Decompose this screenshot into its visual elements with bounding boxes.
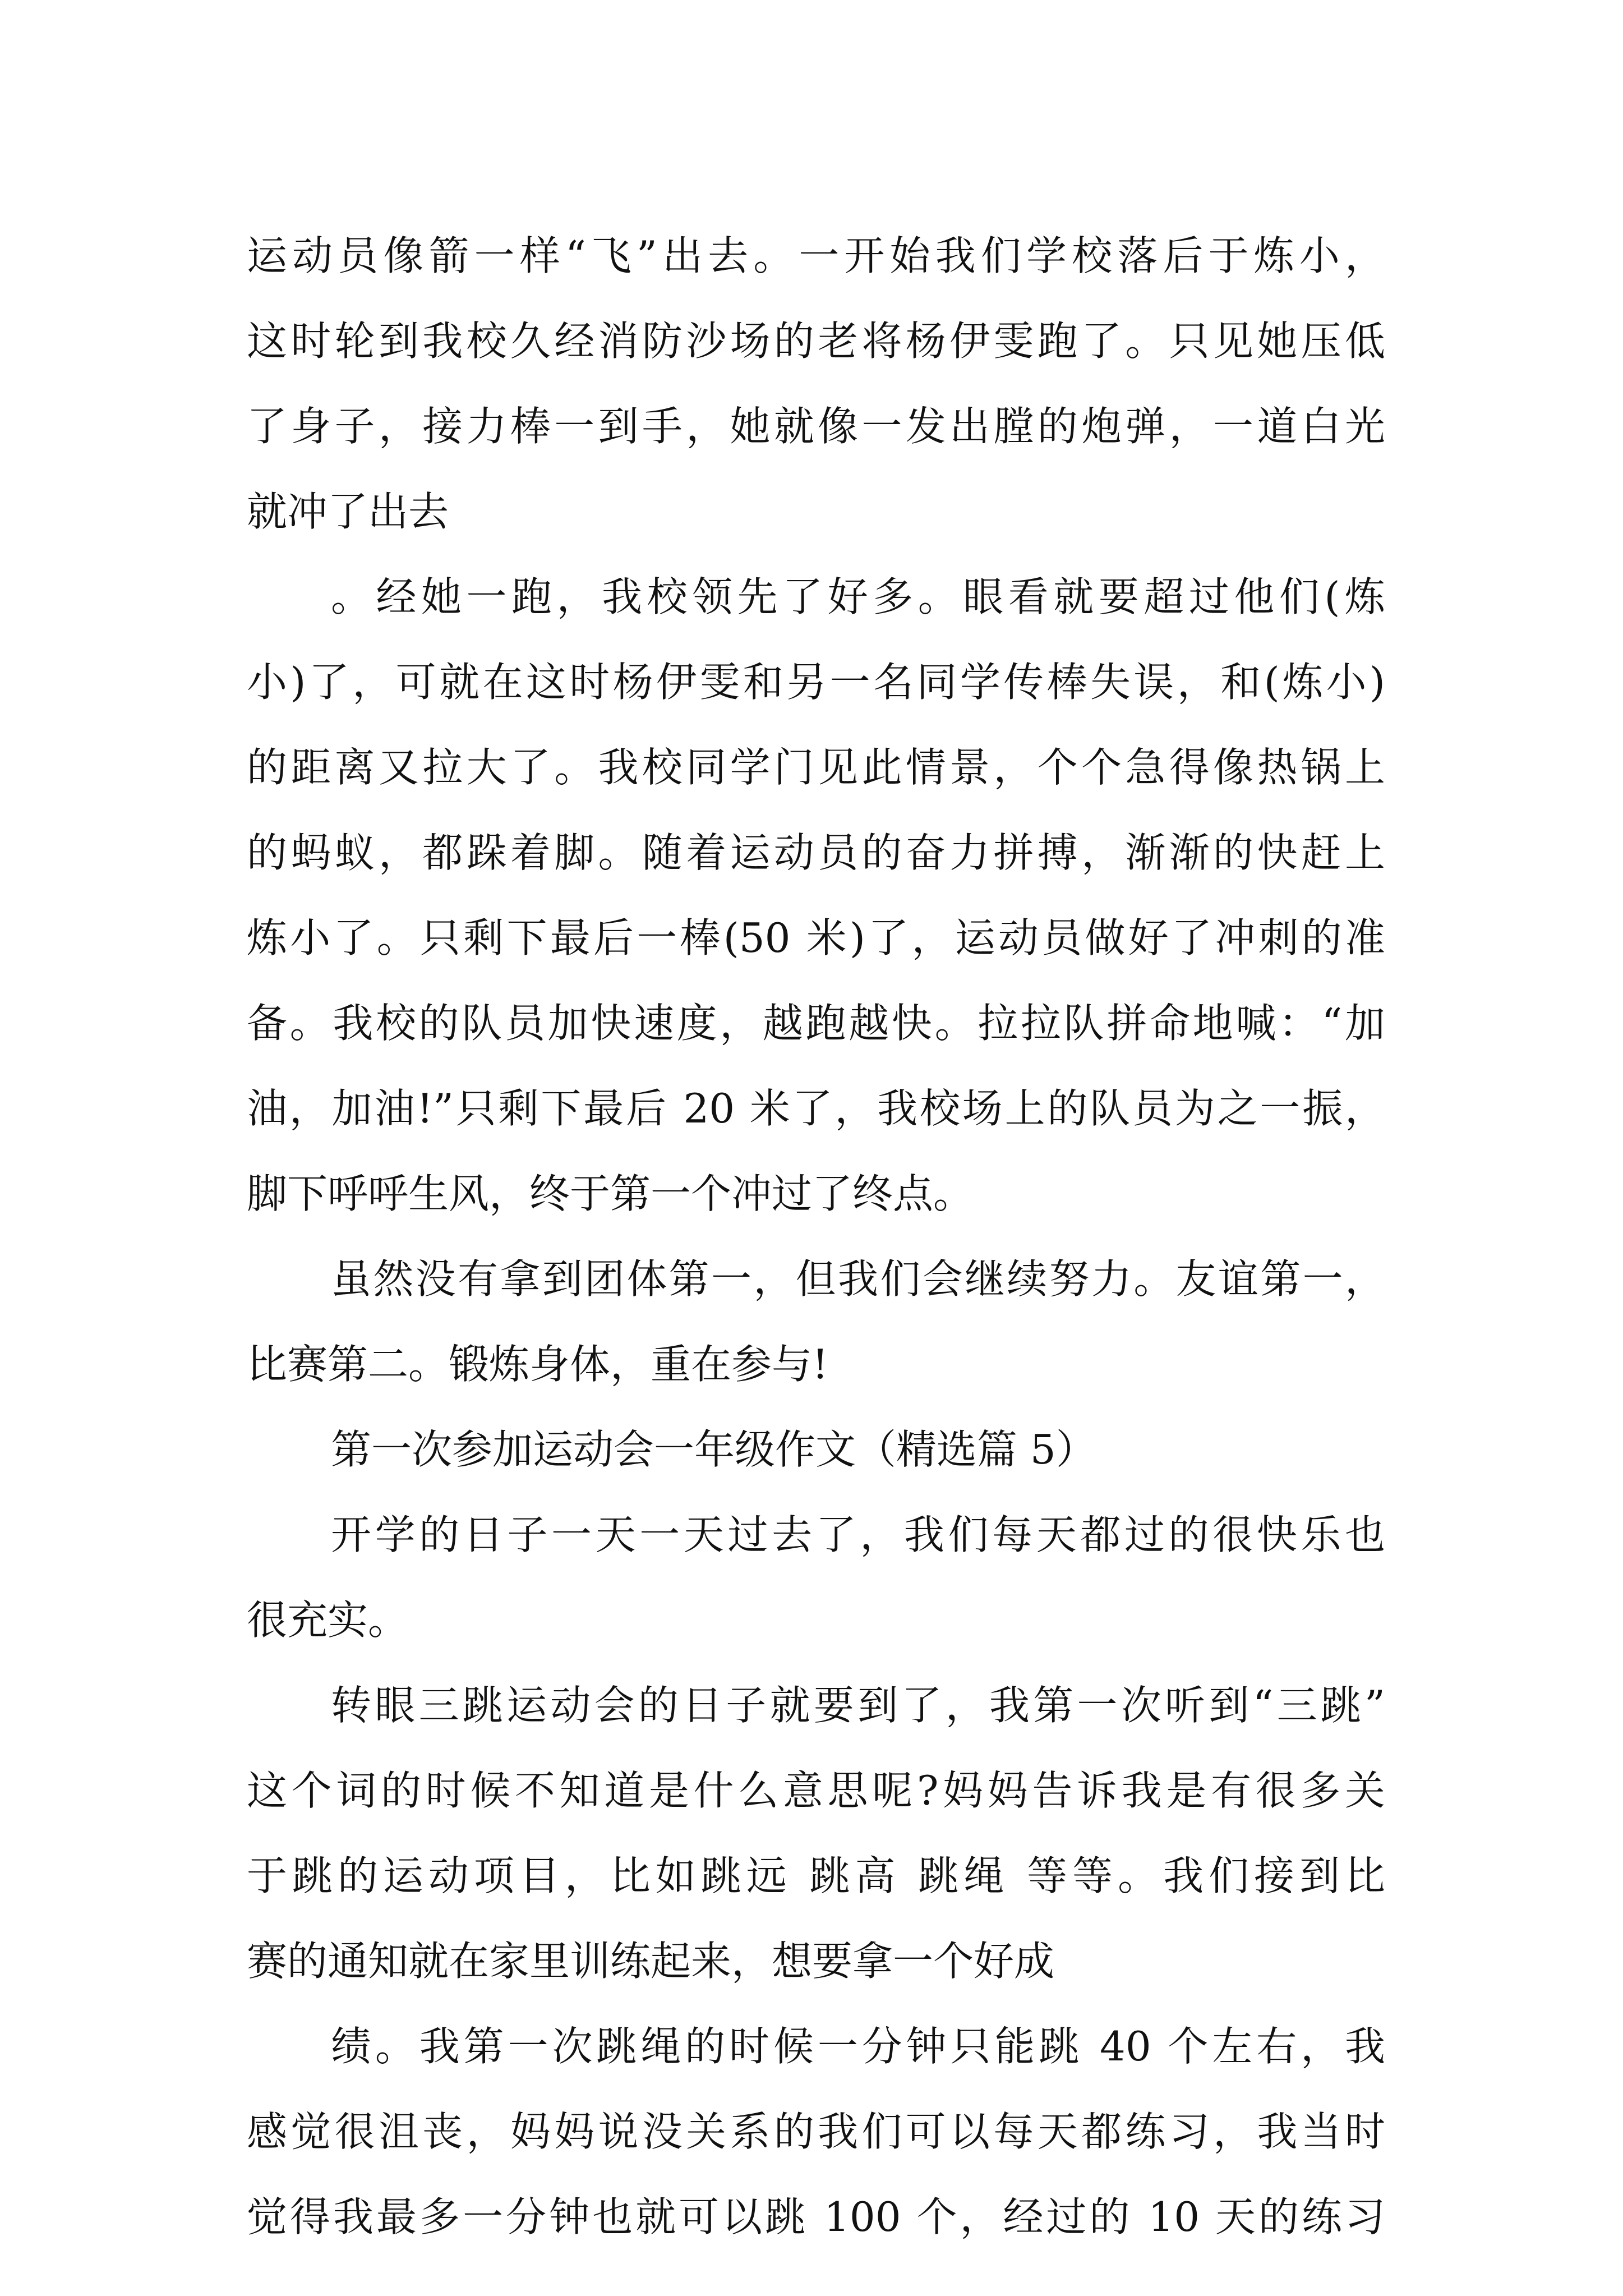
text-line: 于跳的运动项目，比如跳远 跳高 跳绳 等等。我们接到比 xyxy=(247,1852,1385,1899)
text-line: 。经她一跑，我校领先了好多。眼看就要超过他们(炼 xyxy=(331,573,1385,620)
text-line: 炼小了。只剩下最后一棒(50 米)了，运动员做好了冲刺的准 xyxy=(247,914,1385,961)
text-line: 比赛第二。锻炼身体，重在参与! xyxy=(247,1341,828,1388)
article-body xyxy=(247,213,1385,2260)
text-line: 小)了，可就在这时杨伊雯和另一名同学传棒失误，和(炼小) xyxy=(247,659,1385,706)
text-line: 这时轮到我校久经消防沙场的老将杨伊雯跑了。只见她压低 xyxy=(247,318,1385,365)
text-line: 虽然没有拿到团体第一，但我们会继续努力。友谊第一， xyxy=(331,1255,1385,1303)
text-line: 很充实。 xyxy=(247,1596,409,1644)
text-line: 的蚂蚁，都跺着脚。随着运动员的奋力拼搏，渐渐的快赶上 xyxy=(247,829,1385,876)
text-line: 了身子，接力棒一到手，她就像一发出膛的炮弹，一道白光 xyxy=(247,403,1385,450)
text-line: 感觉很沮丧，妈妈说没关系的我们可以每天都练习，我当时 xyxy=(247,2108,1385,2155)
text-line: 脚下呼呼生风，终于第一个冲过了终点。 xyxy=(247,1170,974,1217)
text-line: 开学的日子一天一天过去了，我们每天都过的很快乐也 xyxy=(331,1511,1385,1558)
text-line: 运动员像箭一样“飞”出去。一开始我们学校落后于炼小， xyxy=(247,232,1385,279)
text-line: 转眼三跳运动会的日子就要到了，我第一次听到“三跳” xyxy=(331,1682,1385,1729)
text-line: 就冲了出去 xyxy=(247,488,449,535)
text-line: 的距离又拉大了。我校同学门见此情景，个个急得像热锅上 xyxy=(247,744,1385,791)
text-line: 这个词的时候不知道是什么意思呢?妈妈告诉我是有很多关 xyxy=(247,1767,1385,1814)
text-line: 赛的通知就在家里训练起来，想要拿一个好成 xyxy=(247,1938,1055,1985)
text-line: 油，加油!”只剩下最后 20 米了，我校场上的队员为之一振， xyxy=(247,1085,1385,1132)
text-line: 备。我校的队员加快速度，越跑越快。拉拉队拼命地喊：“加 xyxy=(247,1000,1385,1047)
section-heading: 第一次参加运动会一年级作文（精选篇 5） xyxy=(331,1426,1096,1473)
text-line: 觉得我最多一分钟也就可以跳 100 个，经过的 10 天的练习 xyxy=(247,2193,1385,2240)
text-line: 绩。我第一次跳绳的时候一分钟只能跳 40 个左右，我 xyxy=(331,2023,1385,2070)
